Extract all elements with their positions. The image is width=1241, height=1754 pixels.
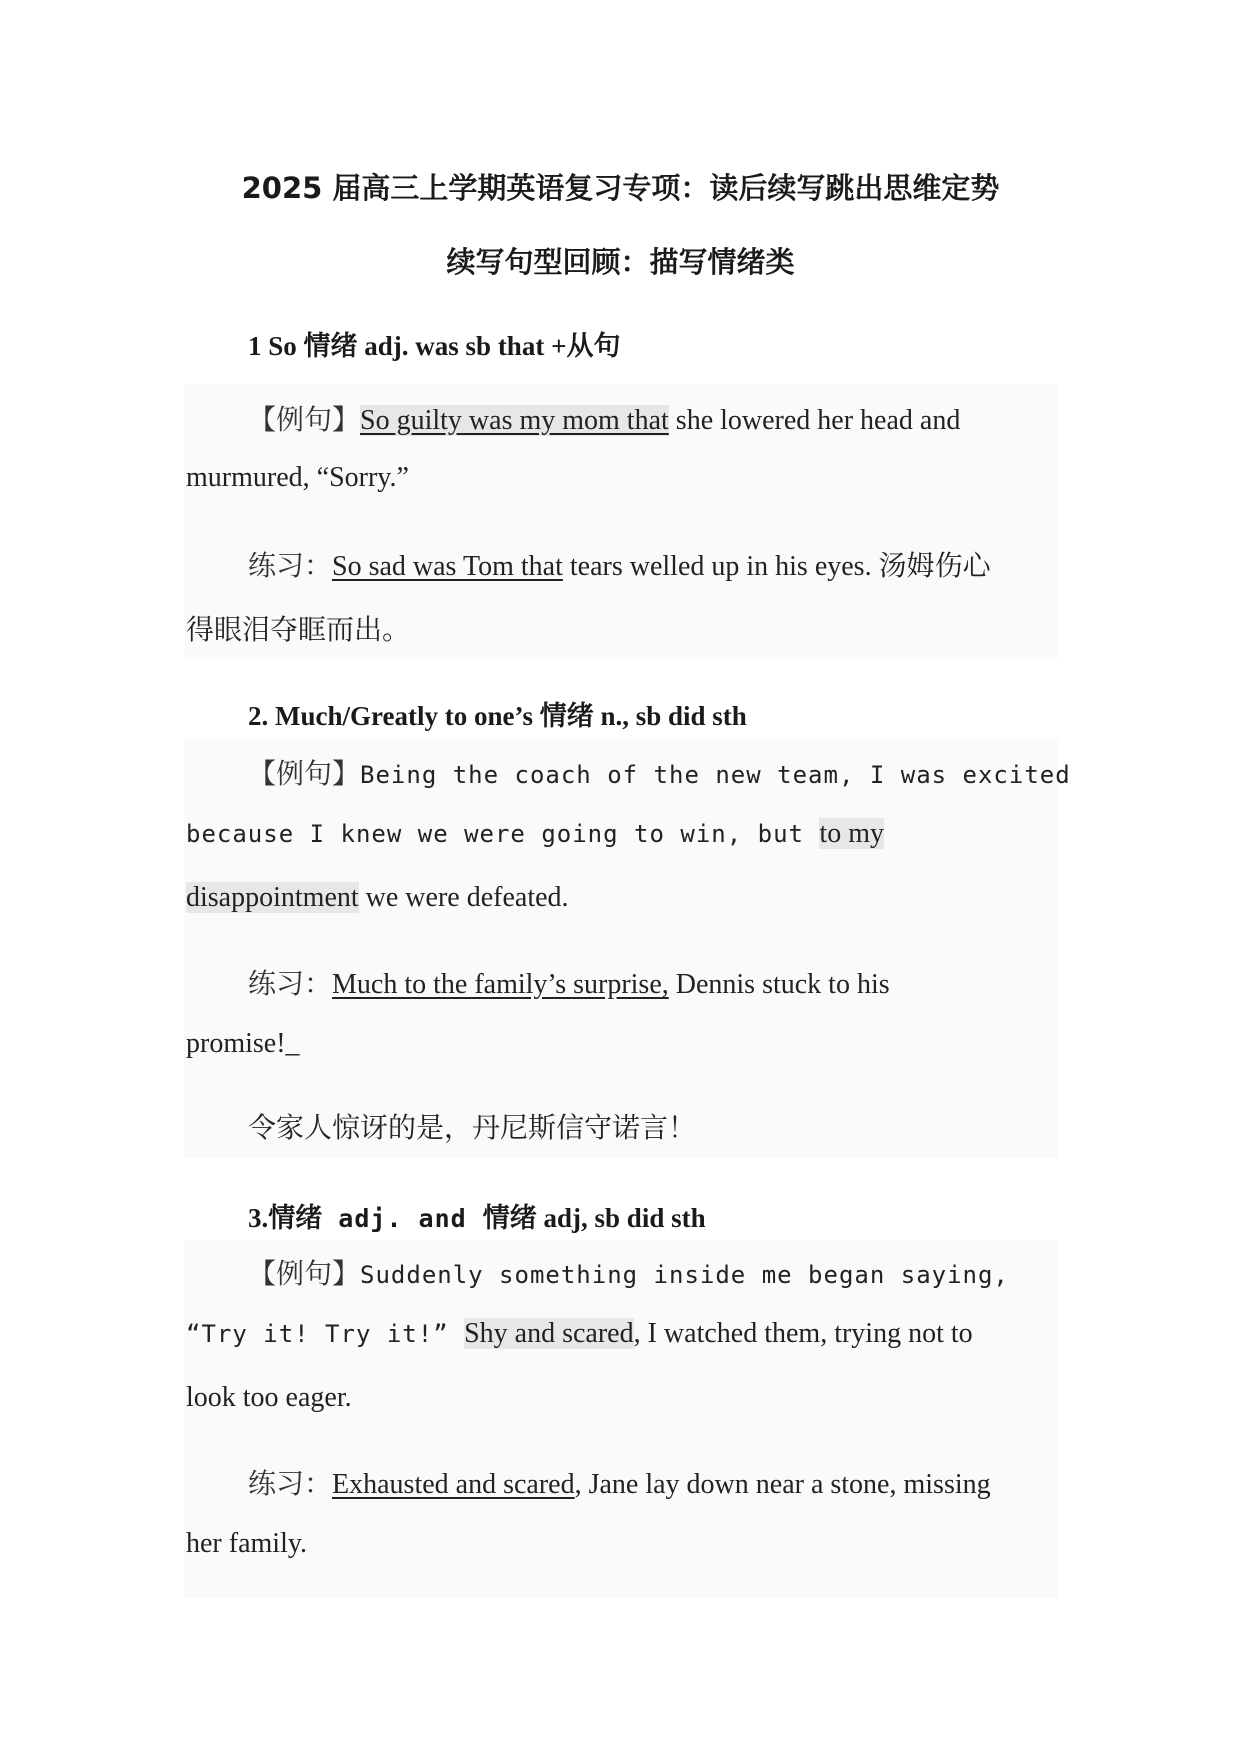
practice-text: tears welled up in his eyes. bbox=[562, 551, 879, 582]
example-text: we were defeated. bbox=[358, 882, 569, 913]
example-highlight: Shy and scared bbox=[464, 1318, 634, 1349]
section-3-heading-cjk: 情绪 bbox=[268, 1203, 323, 1234]
example-text: because I knew we were going to win, but bbox=[186, 820, 820, 848]
section-1-heading-pattern: adj. was sb that + bbox=[357, 331, 567, 361]
section-3-practice-line1 bbox=[248, 1462, 991, 1502]
section-3-heading-pattern2: adj, sb did sth bbox=[536, 1203, 706, 1233]
practice-label: 练习： bbox=[248, 549, 333, 582]
section-1-heading-cjk2: 从句 bbox=[566, 331, 621, 362]
section-2-practice-line1 bbox=[248, 962, 890, 1002]
practice-underline: Exhausted and scared bbox=[332, 1469, 575, 1500]
section-2-example-line1 bbox=[248, 752, 1071, 792]
section-1-practice-line1 bbox=[248, 544, 991, 584]
document-title: 2025 届高三上学期英语复习专项：读后续写跳出思维定势 bbox=[241, 171, 1000, 205]
example-highlight: to my bbox=[819, 818, 884, 849]
section-2-practice-line2: promise!_ bbox=[186, 1028, 300, 1059]
example-quote: “Try it! Try it!” bbox=[186, 1320, 465, 1348]
section-2-number: 2. Much/Greatly to one’s bbox=[248, 701, 540, 731]
section-3-heading bbox=[248, 1196, 706, 1235]
example-label: 【例句】 bbox=[248, 757, 361, 790]
section-1-example-line1 bbox=[248, 398, 960, 438]
example-highlight: So guilty was my mom that bbox=[360, 405, 669, 436]
section-3-heading-cjk2: 情绪 bbox=[482, 1203, 537, 1234]
section-1-example-line2: murmured, “Sorry.” bbox=[186, 462, 409, 493]
section-1-heading-cjk: 情绪 bbox=[303, 331, 358, 362]
section-3-practice-line2: her family. bbox=[186, 1528, 308, 1559]
example-text: she lowered her head and bbox=[668, 405, 961, 436]
example-label: 【例句】 bbox=[248, 1257, 361, 1290]
practice-label: 练习： bbox=[248, 1467, 333, 1500]
section-1-heading bbox=[248, 324, 620, 363]
section-2-block bbox=[184, 740, 1058, 1158]
section-3-example-line2 bbox=[186, 1318, 973, 1350]
example-label: 【例句】 bbox=[248, 403, 361, 436]
section-3-example-line3: look too eager. bbox=[186, 1382, 352, 1413]
section-1-number: 1 So bbox=[248, 331, 304, 361]
document-subtitle: 续写句型回顾：描写情绪类 bbox=[446, 245, 795, 279]
example-text: , I watched them, trying not to bbox=[633, 1318, 973, 1349]
practice-translation: 汤姆伤心 bbox=[878, 549, 991, 582]
section-1-practice-line2: 得眼泪夺眶而出。 bbox=[186, 613, 411, 646]
example-highlight: disappointment bbox=[186, 882, 359, 913]
section-2-example-line2 bbox=[186, 818, 884, 850]
practice-underline: So sad was Tom that bbox=[332, 551, 563, 582]
section-3-heading-pattern1: adj. and bbox=[322, 1204, 483, 1233]
example-text: Suddenly something inside me began saying, bbox=[360, 1261, 1009, 1289]
practice-text: Dennis stuck to his bbox=[668, 969, 890, 1000]
section-2-example-line3 bbox=[186, 882, 569, 914]
section-2-practice-translation: 令家人惊讶的是，丹尼斯信守诺言！ bbox=[248, 1111, 697, 1144]
practice-label: 练习： bbox=[248, 967, 333, 1000]
section-2-heading bbox=[248, 694, 747, 733]
section-3-number: 3. bbox=[248, 1203, 269, 1233]
practice-underline: Much to the family’s surprise, bbox=[332, 969, 669, 1000]
section-2-heading-pattern: n., sb did sth bbox=[593, 701, 747, 731]
section-3-example-line1 bbox=[248, 1252, 1009, 1292]
example-text: Being the coach of the new team, I was excited bbox=[360, 761, 1071, 789]
practice-text: , Jane lay down near a stone, missing bbox=[574, 1469, 991, 1500]
section-2-heading-cjk: 情绪 bbox=[539, 701, 594, 732]
section-3-block bbox=[184, 1240, 1058, 1598]
